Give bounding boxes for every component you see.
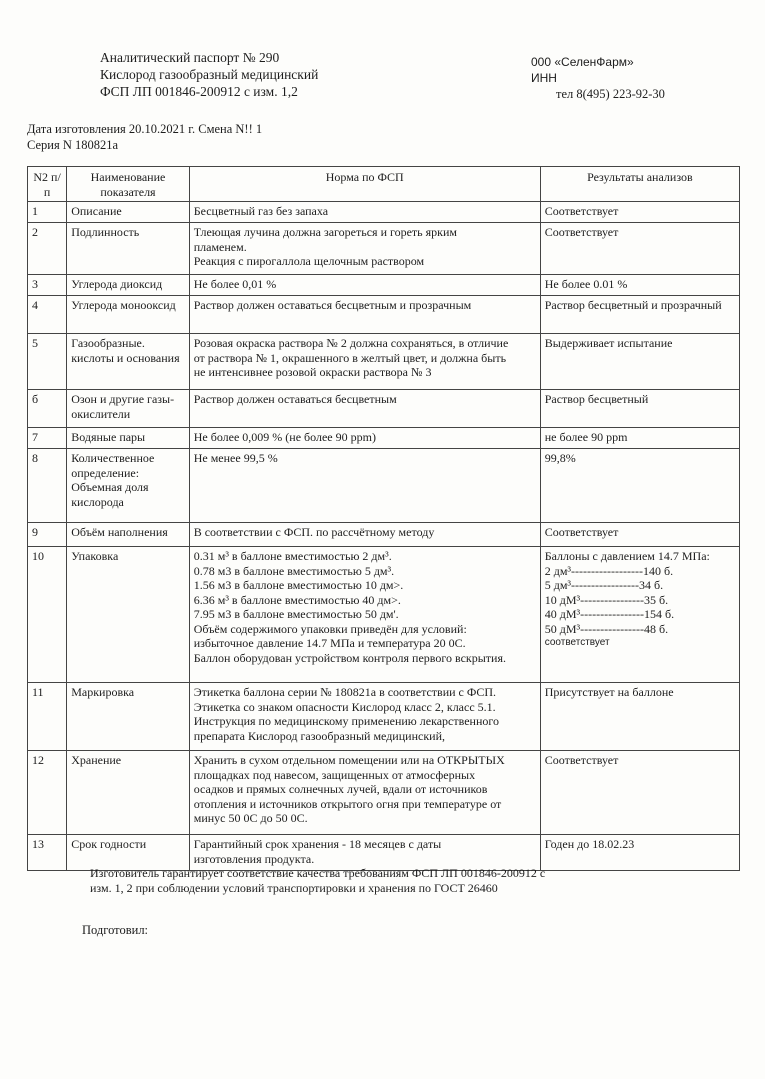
table-row: [28, 390, 740, 428]
header-result: Результаты анализов: [540, 167, 739, 202]
norm-value: [189, 275, 540, 296]
norm-value: [189, 547, 540, 683]
result-value: [540, 683, 739, 751]
norm-line: от раствора № 1, окрашенного в желтый цвет, и должна быть: [193, 350, 507, 365]
result-value: [540, 390, 739, 428]
indicator-name: Углерода монооксид: [67, 296, 190, 334]
row-number: 11: [28, 683, 67, 751]
norm-value: [189, 751, 540, 835]
result-line: Баллоны с давлением 14.7 МПа:: [544, 549, 710, 563]
indicator-name: Количественное определение: Объемная доля кислорода: [67, 449, 190, 523]
header-num: N2 п/п: [28, 167, 67, 202]
prepared-by: Подготовил:: [82, 923, 149, 937]
result-line: Соответствует: [544, 225, 619, 239]
row-number: 9: [28, 523, 67, 547]
result-value: [540, 334, 739, 390]
norm-line: Этикетка со знаком опасности Кислород класс 2, класс 5.1.: [193, 699, 496, 714]
row-number: 7: [28, 428, 67, 449]
row-number: 5: [28, 334, 67, 390]
company-name: 000 «СеленФарм»: [531, 55, 634, 69]
indicator-name: Водяные пары: [67, 428, 190, 449]
norm-value: [189, 683, 540, 751]
norm-value: [189, 428, 540, 449]
result-value: [540, 751, 739, 835]
passport-header: [100, 49, 318, 100]
header-norm: Норма по ФСП: [189, 167, 540, 202]
guarantee-text: Изготовитель гарантирует соответствие качества требованиям ФСП ЛП 001846-200912 с изм. 1, 2 при соблюдении условий транспортировки и хранения по ГОСТ 26460: [90, 866, 546, 895]
indicator-name: Газообразные. кислоты и основания: [67, 334, 190, 390]
table-row: [28, 334, 740, 390]
norm-line: 0.78 м3 в баллоне вместимостью 5 дм³.: [193, 563, 395, 578]
table-row: [28, 683, 740, 751]
table-row: [28, 223, 740, 275]
result-value: [540, 523, 739, 547]
norm-line: площадках под навесом, защищенных от атмосферных: [193, 767, 476, 782]
norm-value: [189, 334, 540, 390]
norm-line: Хранить в сухом отдельном помещении или на ОТКРЫТЫХ: [193, 753, 505, 767]
indicator-name: Маркировка: [67, 683, 190, 751]
result-value: [540, 202, 739, 223]
norm-line: Не более 0,009 % (не более 90 ppm): [193, 430, 376, 444]
norm-line: Тлеющая лучина должна загореться и гореть ярким: [193, 225, 458, 239]
result-line: Раствор бесцветный: [544, 392, 649, 406]
norm-line: Реакция с пирогаллола щелочным раствором: [193, 254, 425, 268]
norm-value: [189, 223, 540, 275]
row-number: 2: [28, 223, 67, 275]
result-line: соответствует: [544, 637, 610, 648]
norm-line: Раствор должен оставаться бесцветным и прозрачным: [193, 298, 472, 312]
table-row: [28, 202, 740, 223]
row-number: 3: [28, 275, 67, 296]
result-value: [540, 428, 739, 449]
norm-line: препарата Кислород газообразный медицинский,: [193, 728, 445, 743]
result-value: [540, 835, 739, 871]
norm-line: 0.31 м³ в баллоне вместимостью 2 дм³.: [193, 549, 392, 563]
table-row: [28, 275, 740, 296]
row-number: 10: [28, 547, 67, 683]
norm-line: отопления и источников открытого огня при температуре от: [193, 796, 502, 811]
row-number: 8: [28, 449, 67, 523]
indicator-name: Озон и другие газы-окислители: [67, 390, 190, 428]
norm-line: Инструкция по медицинскому применению лекарственного: [193, 714, 500, 728]
result-line: 40 дМ³----------------154 б.: [544, 607, 675, 621]
result-line: Раствор бесцветный и прозрачный: [544, 298, 722, 312]
indicator-name: Срок годности: [67, 835, 190, 871]
passport-title: Аналитический паспорт № 290: [100, 50, 280, 65]
company-inn: ИНН: [531, 71, 557, 85]
norm-value: [189, 390, 540, 428]
result-line: 5 дм³-----------------34 б.: [544, 578, 664, 592]
table-row: [28, 751, 740, 835]
result-line: 10 дМ³----------------35 б.: [544, 592, 669, 607]
norm-line: изготовления продукта.: [193, 851, 315, 866]
table-row: [28, 547, 740, 683]
fsp-number: ФСП ЛП 001846-200912 с изм. 1,2: [100, 84, 298, 99]
series-number: Серия N 180821а: [27, 138, 119, 152]
norm-line: Не менее 99,5 %: [193, 451, 278, 465]
norm-line: пламенем.: [193, 239, 247, 254]
table-row: [28, 449, 740, 523]
result-line: Присутствует на баллоне: [544, 685, 674, 699]
result-line: Выдерживает испытание: [544, 336, 673, 350]
norm-line: 1.56 м3 в баллоне вместимостью 10 дм>.: [193, 578, 404, 592]
result-line: Годен до 18.02.23: [544, 837, 635, 851]
norm-line: Баллон оборудован устройством контроля первого вскрытия.: [193, 650, 506, 665]
norm-line: Этикетка баллона серии № 180821а в соответствии с ФСП.: [193, 685, 497, 699]
norm-line: Бесцветный газ без запаха: [193, 204, 329, 218]
analysis-table: [27, 166, 740, 871]
result-value: [540, 275, 739, 296]
norm-line: Розовая окраска раствора № 2 должна сохраняться, в отличие: [193, 336, 509, 350]
norm-value: [189, 296, 540, 334]
norm-line: избыточное давление 14.7 МПа и температура 20 0С.: [193, 636, 466, 650]
row-number: 1: [28, 202, 67, 223]
production-meta: [27, 121, 262, 153]
production-date: Дата изготовления 20.10.2021 г. Смена N!! 1: [27, 122, 263, 136]
table-row: [28, 428, 740, 449]
result-value: [540, 547, 739, 683]
norm-line: 6.36 м³ в баллоне вместимостью 40 дм>.: [193, 592, 401, 607]
norm-line: Не более 0,01 %: [193, 277, 277, 291]
indicator-name: Подлинность: [67, 223, 190, 275]
result-value: [540, 449, 739, 523]
result-line: 50 дМ³----------------48 б.: [544, 621, 669, 636]
table-row: [28, 296, 740, 334]
indicator-name: Хранение: [67, 751, 190, 835]
result-line: Соответствует: [544, 753, 619, 767]
row-number: 12: [28, 751, 67, 835]
result-value: [540, 296, 739, 334]
result-line: Соответствует: [544, 204, 619, 218]
result-value: [540, 223, 739, 275]
norm-value: [189, 523, 540, 547]
norm-line: Гарантийный срок хранения - 18 месяцев с даты: [193, 837, 442, 851]
norm-line: минус 50 0С до 50 0С.: [193, 811, 308, 825]
norm-value: [189, 449, 540, 523]
norm-line: В соответствии с ФСП. по рассчётному методу: [193, 525, 435, 539]
row-number: 4: [28, 296, 67, 334]
header-name: Наименование показателя: [67, 167, 190, 202]
norm-value: [189, 202, 540, 223]
table-header-row: [28, 167, 740, 202]
norm-line: не интенсивнее розовой окраски раствора № 3: [193, 365, 432, 379]
table-row: [28, 523, 740, 547]
result-line: не более 90 ppm: [544, 430, 628, 444]
result-line: 99,8%: [544, 451, 576, 465]
company-block: [531, 54, 665, 102]
indicator-name: Описание: [67, 202, 190, 223]
norm-line: осадков и прямых солнечных лучей, вдали от источников: [193, 782, 488, 796]
norm-line: Раствор должен оставаться бесцветным: [193, 392, 397, 406]
norm-line: Объём содержимого упаковки приведён для условий:: [193, 621, 467, 636]
company-phone: тел 8(495) 223-92-30: [556, 87, 665, 101]
row-number: б: [28, 390, 67, 428]
result-line: 2 дм³------------------140 б.: [544, 563, 674, 578]
result-line: Не более 0.01 %: [544, 277, 628, 291]
row-number: 13: [28, 835, 67, 871]
indicator-name: Объём наполнения: [67, 523, 190, 547]
product-name: Кислород газообразный медицинский: [100, 67, 319, 82]
result-line: Соответствует: [544, 525, 619, 539]
norm-line: 7.95 м3 в баллоне вместимостью 50 дм'.: [193, 607, 399, 621]
indicator-name: Углерода диоксид: [67, 275, 190, 296]
indicator-name: Упаковка: [67, 547, 190, 683]
